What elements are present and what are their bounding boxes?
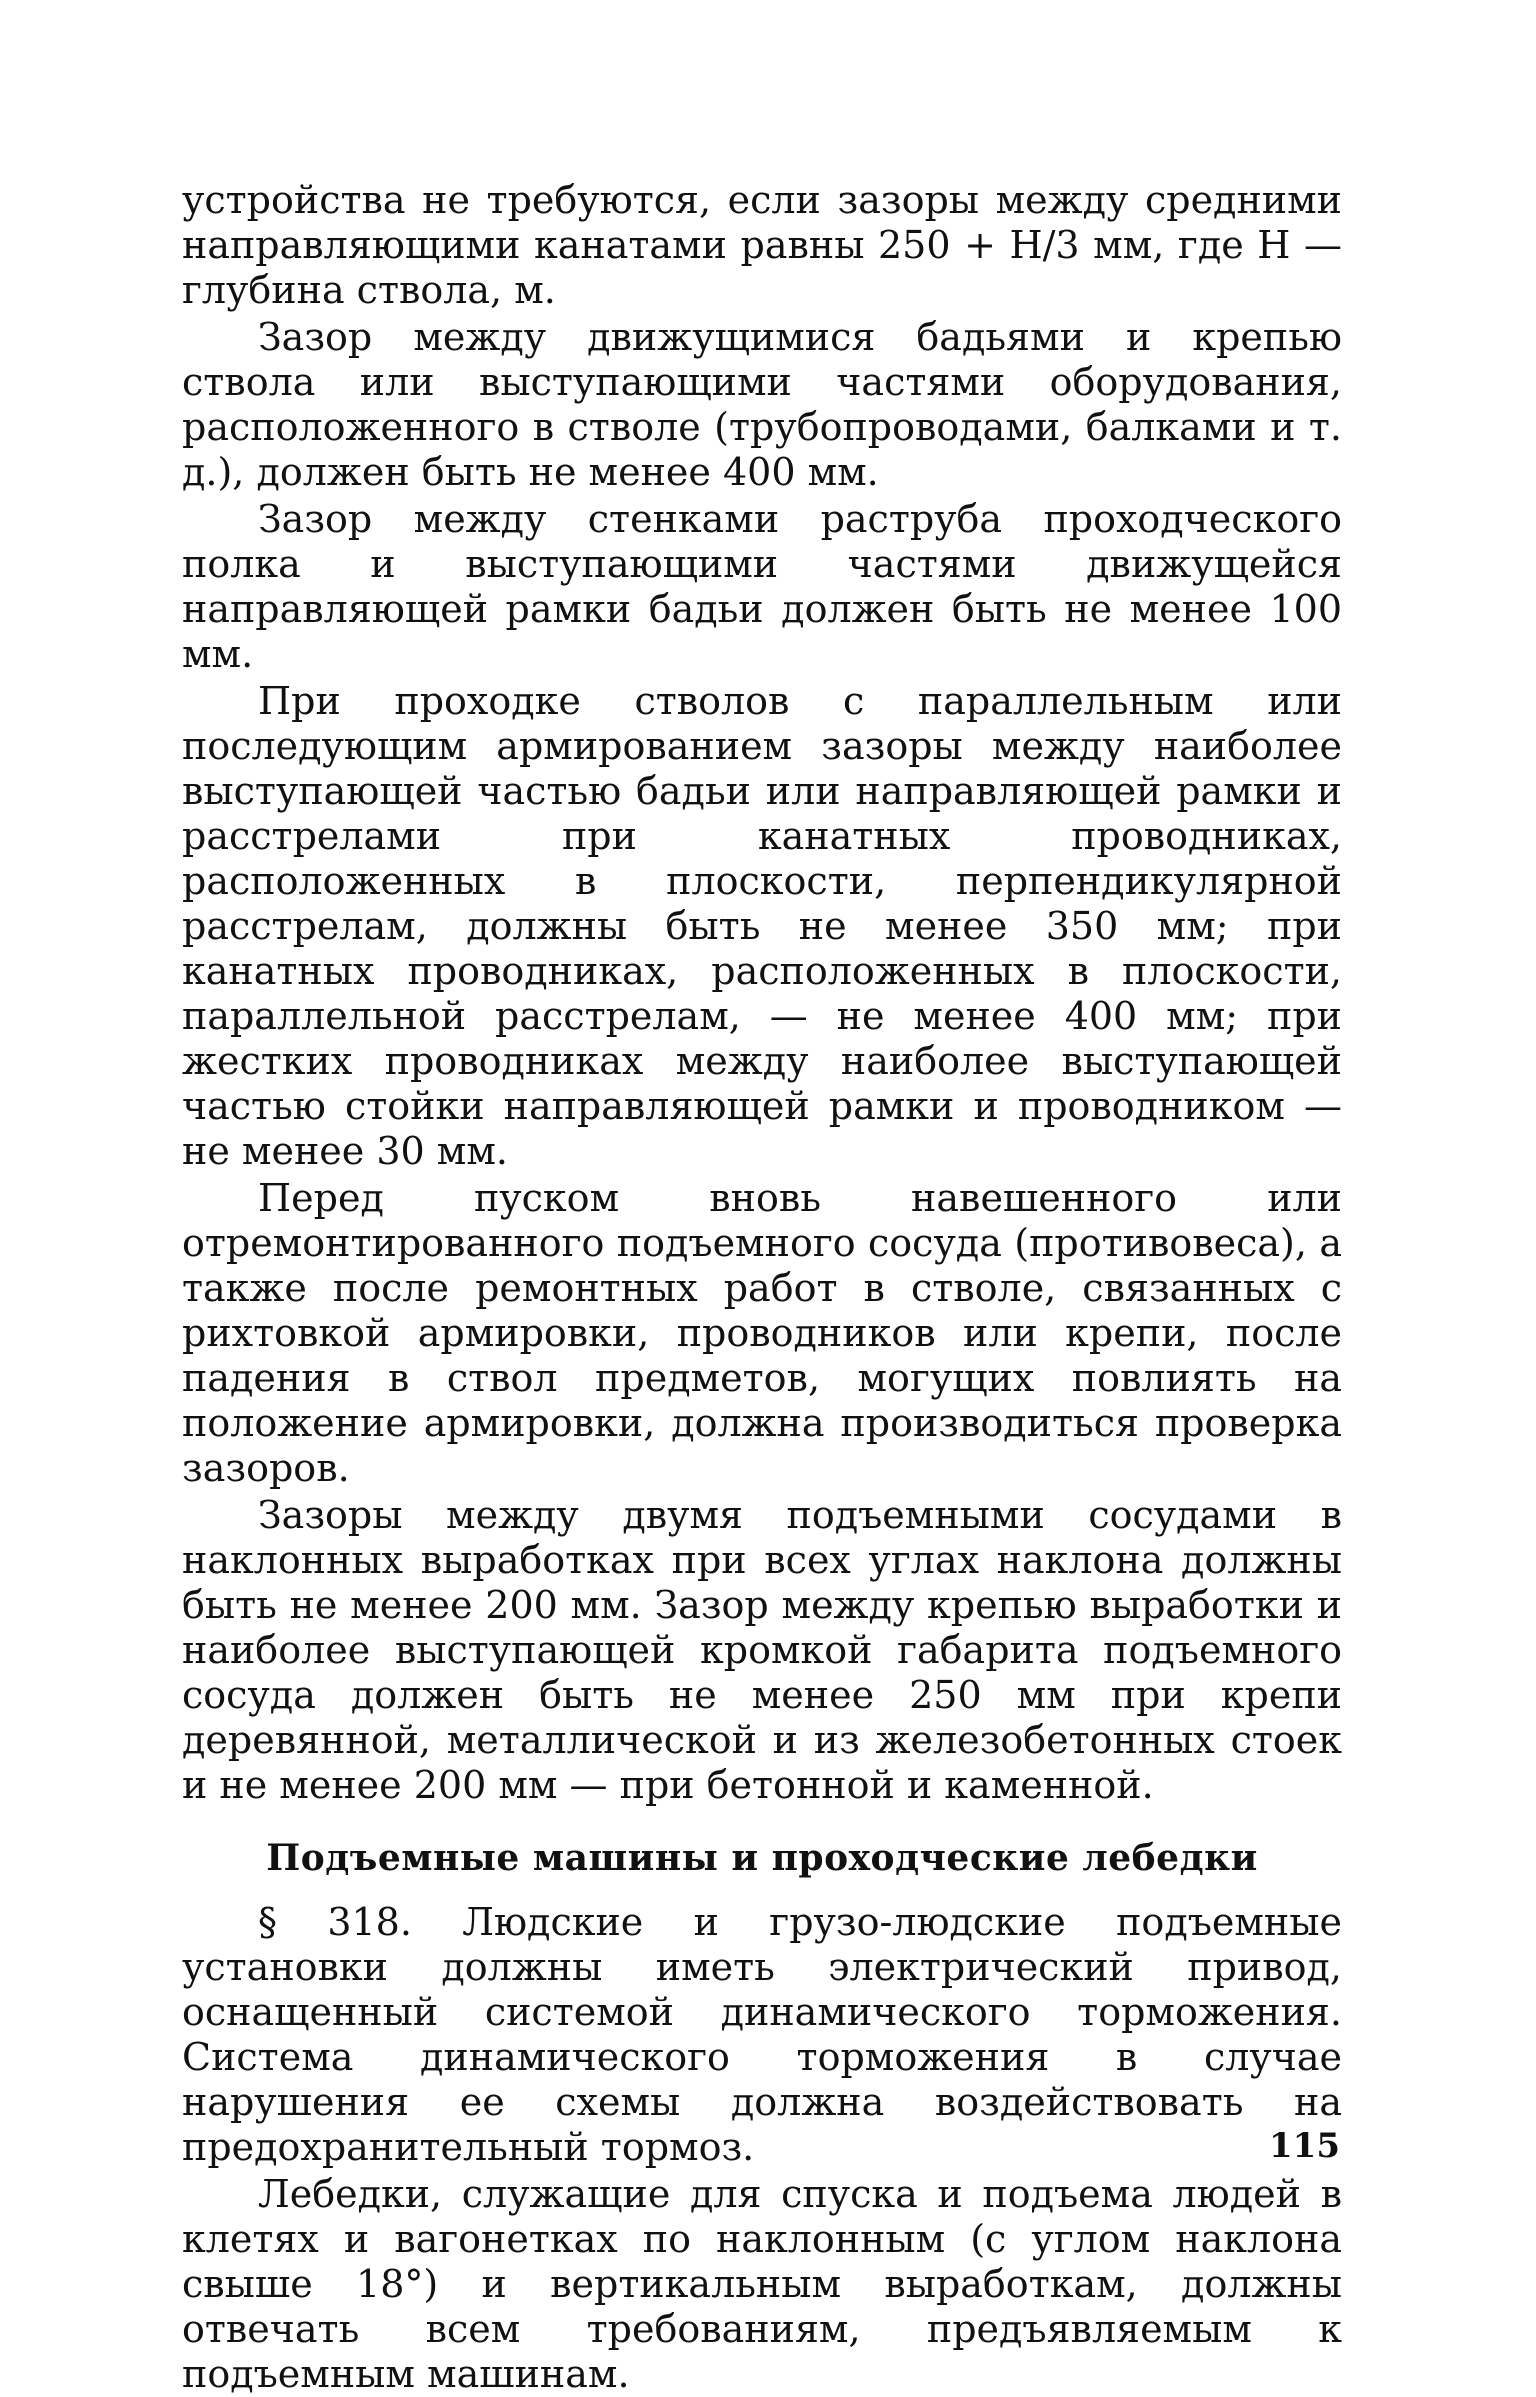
paragraph-continuation: устройства не требуются, если зазоры между средними направляющими канатами равны 250 + H/3 мм, где H — глубина ствола, м. xyxy=(182,178,1342,312)
paragraph-gap-check: Перед пуском вновь навешенного или отремонтированного подъемного сосуда (противовеса), а также после ремонтных работ в стволе, связанных с рихтовкой армировки, проводников или крепи, после падения в ствол предметов, могущих повлиять на положение армировки, должна производиться проверка зазоров. xyxy=(182,1176,1342,1490)
page-body xyxy=(182,178,1342,2397)
paragraph-gap-armoring: При проходке стволов с параллельным или последующим армированием зазоры между наиболее выступающей частью бадьи или направляющей рамки и расстрелами при канатных проводниках, расположенных в плоскости, перпендикулярной расстрелам, должны быть не менее 350 мм; при канатных проводниках, расположенных в плоскости, параллельной расстрелам, — не менее 400 мм; при жестких проводниках между наиболее выступающей частью стойки направляющей рамки и проводником — не менее 30 мм. xyxy=(182,679,1342,1173)
paragraph-gap-inclined: Зазоры между двумя подъемными сосудами в наклонных выработках при всех углах наклона должны быть не менее 200 мм. Зазор между крепью выработки и наиболее выступающей кромкой габарита подъемного сосуда должен быть не менее 250 мм при крепи деревянной, металлической и из железобетонных стоек и не менее 200 мм — при бетонной и каменной. xyxy=(182,1493,1342,1807)
page-number: 115 xyxy=(1269,2126,1340,2166)
paragraph-section-318: § 318. Людские и грузо-людские подъемные установки должны иметь электрический привод, оснащенный системой динамического торможения. Система динамического торможения в случае нарушения ее схемы должна воздействовать на предохранительный тормоз. xyxy=(182,1900,1342,2169)
paragraph-gap-moving-buckets: Зазор между движущимися бадьями и крепью ствола или выступающими частями оборудования, расположенного в стволе (трубопроводами, балками и т. д.), должен быть не менее 400 мм. xyxy=(182,315,1342,494)
section-heading: Подъемные машины и проходческие лебедки xyxy=(266,1837,1258,1879)
paragraph-winches: Лебедки, служащие для спуска и подъема людей в клетях и вагонетках по наклонным (с углом наклона свыше 18°) и вертикальным выработкам, должны отвечать всем требованиям, предъявляемым к подъемным машинам. xyxy=(182,2172,1342,2396)
paragraph-gap-funnel-walls: Зазор между стенками раструба проходческого полка и выступающими частями движущейся направляющей рамки бадьи должен быть не менее 100 мм. xyxy=(182,497,1342,676)
